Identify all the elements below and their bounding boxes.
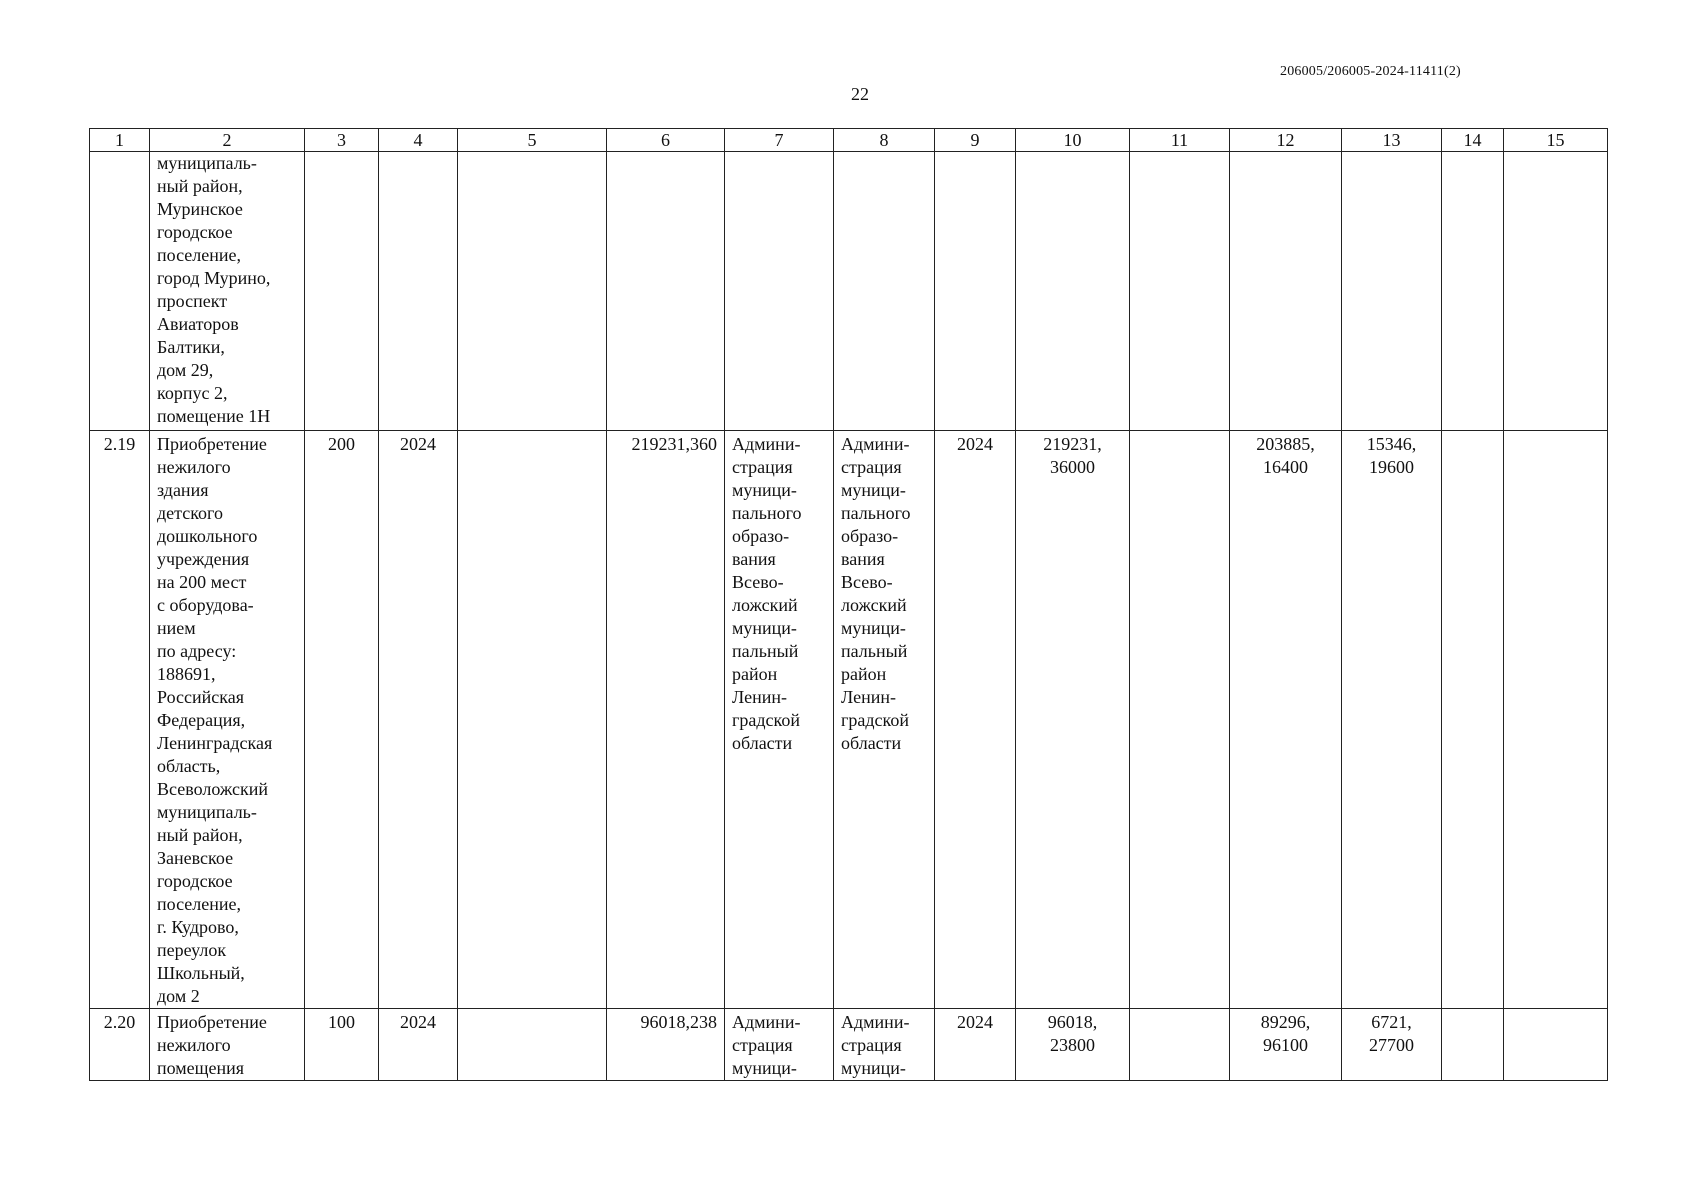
table-cell: Админи- страция муници- [834, 1009, 935, 1081]
table-cell: 2024 [379, 431, 458, 1009]
table-cell [1442, 152, 1504, 431]
table-cell: Админи- страция муници- [725, 1009, 834, 1081]
document-id: 206005/206005-2024-11411(2) [1280, 64, 1461, 79]
table-cell [305, 152, 379, 431]
table-cell [1130, 431, 1230, 1009]
table-cell [458, 152, 607, 431]
column-header: 13 [1342, 129, 1442, 152]
data-table [89, 128, 1608, 1081]
table-cell-number: 2.19 [90, 431, 150, 1009]
table-cell [1504, 1009, 1608, 1081]
table-cell: 2024 [935, 1009, 1016, 1081]
column-header: 4 [379, 129, 458, 152]
column-header: 3 [305, 129, 379, 152]
table-row [90, 152, 1608, 431]
table-cell: 219231,360 [607, 431, 725, 1009]
column-header: 12 [1230, 129, 1342, 152]
table-cell: Админи- страция муници- пального образо- вания Всево- ложский муници- пальный район Ленин- градской области [725, 431, 834, 1009]
column-header: 5 [458, 129, 607, 152]
table-cell [458, 1009, 607, 1081]
table-cell-description: муниципаль- ный район, Муринское городское поселение, город Мурино, проспект Авиаторов Балтики, дом 29, корпус 2, помещение 1Н [150, 152, 305, 431]
table-cell [607, 152, 725, 431]
table-cell [1130, 1009, 1230, 1081]
table-cell-number: 2.20 [90, 1009, 150, 1081]
table-cell [1016, 152, 1130, 431]
table-cell: 2024 [935, 431, 1016, 1009]
column-header: 9 [935, 129, 1016, 152]
column-header: 10 [1016, 129, 1130, 152]
table-cell: 203885, 16400 [1230, 431, 1342, 1009]
column-header: 8 [834, 129, 935, 152]
table-cell-number [90, 152, 150, 431]
table-cell: 219231, 36000 [1016, 431, 1130, 1009]
table-cell [1504, 431, 1608, 1009]
table-cell [1442, 431, 1504, 1009]
table-cell [1342, 152, 1442, 431]
table-cell: 15346, 19600 [1342, 431, 1442, 1009]
table-cell [834, 152, 935, 431]
table-row [90, 431, 1608, 1009]
table-cell [935, 152, 1016, 431]
table-cell: Админи- страция муници- пального образо- вания Всево- ложский муници- пальный район Ленин- градской области [834, 431, 935, 1009]
table-cell [1230, 152, 1342, 431]
table-cell-description: Приобретение нежилого помещения [150, 1009, 305, 1081]
column-header: 2 [150, 129, 305, 152]
column-header: 6 [607, 129, 725, 152]
table-cell: 200 [305, 431, 379, 1009]
page-number: 22 [851, 84, 869, 104]
table-header-row [90, 129, 1608, 152]
table-cell [725, 152, 834, 431]
column-header: 14 [1442, 129, 1504, 152]
table-cell [1442, 1009, 1504, 1081]
column-header: 7 [725, 129, 834, 152]
column-header: 1 [90, 129, 150, 152]
column-header: 11 [1130, 129, 1230, 152]
table-cell: 89296, 96100 [1230, 1009, 1342, 1081]
table-cell-description: Приобретение нежилого здания детского дошкольного учреждения на 200 мест с оборудова- нием по адресу: 188691, Российская Федерация, Ленинградская область, Всеволожский муниципаль- ный район, Заневское городское поселение, г. Кудрово, переулок Школьный, дом 2 [150, 431, 305, 1009]
table-row [90, 1009, 1608, 1081]
table-cell: 96018, 23800 [1016, 1009, 1130, 1081]
table-cell [458, 431, 607, 1009]
table-cell [1130, 152, 1230, 431]
table-cell: 96018,238 [607, 1009, 725, 1081]
table-cell: 100 [305, 1009, 379, 1081]
table-cell: 2024 [379, 1009, 458, 1081]
column-header: 15 [1504, 129, 1608, 152]
table-cell [379, 152, 458, 431]
table-cell [1504, 152, 1608, 431]
table-cell: 6721, 27700 [1342, 1009, 1442, 1081]
